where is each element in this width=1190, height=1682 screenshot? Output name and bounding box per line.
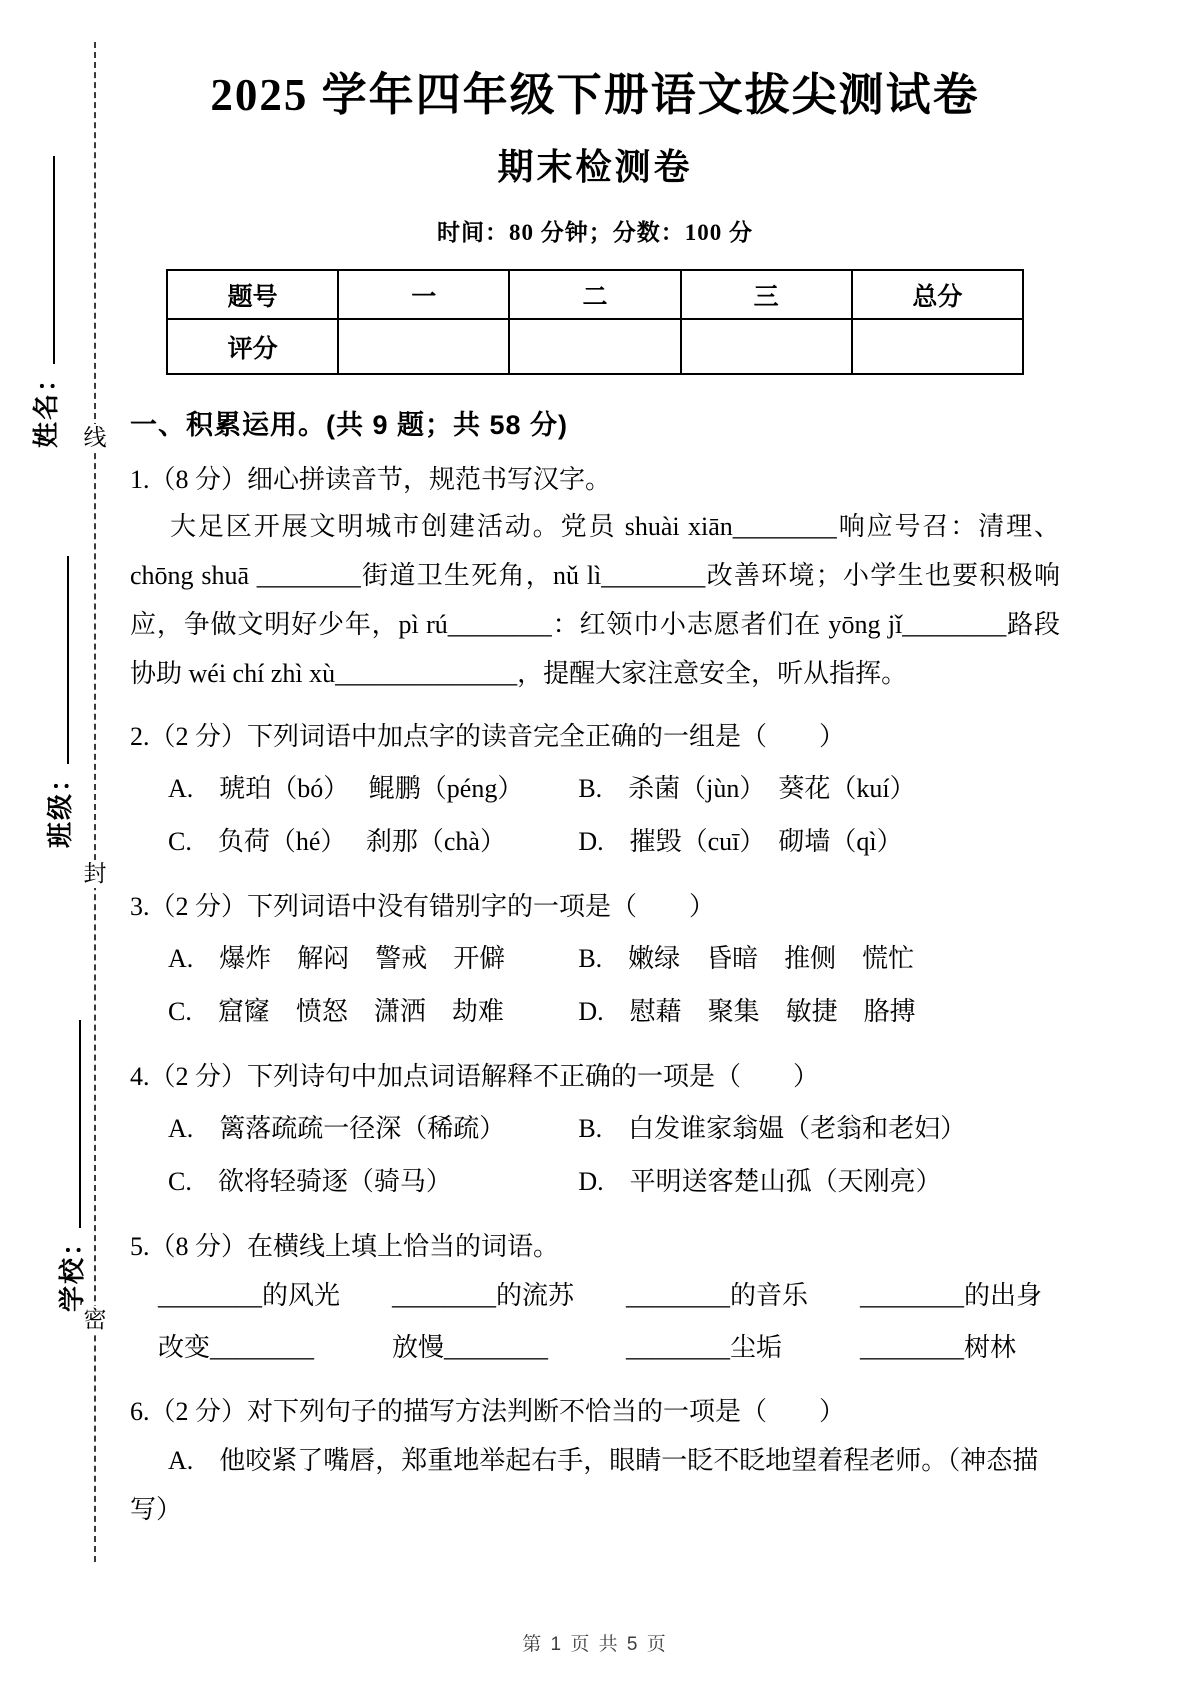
question-4-option-d: D. 平明送客楚山孤（天刚亮） [578, 1167, 942, 1197]
question-1-body: 大足区开展文明城市创建活动。党员 shuài xiān________响应号召：清理、chōng shuā ________街道卫生死角，nǔ lì________改善环境；小学生也要积极响应，争做文明好少年，pì rú________：红领巾小志愿者们在 yōng jǐ________路段协助 wéi chí zhì xù______________，提醒大家注意安全，听从指挥。 [130, 512, 1060, 688]
page-number-footer: 第 1 页 共 5 页 [522, 1634, 668, 1655]
score-col-two: 二 [509, 270, 680, 319]
question-5-stem: 5.（8 分）在横线上填上恰当的词语。 [130, 1231, 560, 1261]
score-cell-total [852, 319, 1023, 374]
question-4-option-b: B. 白发谁家翁媪（老翁和老妇） [578, 1113, 967, 1143]
question-5-line-2: 改变________ 放慢________ ________尘垢 ________树林 [158, 1332, 1017, 1362]
seal-char-mi: 密 [81, 1306, 109, 1334]
score-cell-two [509, 319, 680, 374]
class-label: 班级： [46, 763, 75, 848]
question-2-option-b: B. 杀菌（jùn） 葵花（kuí） [578, 774, 916, 804]
question-4-option-c: C. 欲将轻骑逐（骑马） [168, 1167, 452, 1197]
score-table [166, 269, 1024, 375]
score-table-value-row [167, 319, 1023, 374]
question-3-option-d: D. 慰藉 聚集 敏捷 胳搏 [578, 997, 916, 1027]
question-2-option-d: D. 摧毁（cuī） 砌墙（qì） [578, 827, 903, 857]
question-3-options [130, 932, 1060, 1039]
name-field [26, 156, 63, 448]
question-4-stem: 4.（2 分）下列诗句中加点词语解释不正确的一项是（ ） [130, 1061, 820, 1091]
question-3-option-a: A. 爆炸 解闷 警戒 开僻 [168, 944, 506, 974]
score-col-label: 题号 [167, 270, 338, 319]
question-3-stem: 3.（2 分）下列词语中没有错别字的一项是（ ） [130, 891, 716, 921]
question-2-options [130, 762, 1060, 869]
question-5-line-1: ________的风光 ________的流苏 ________的音乐 ________的出身 [158, 1280, 1043, 1310]
name-blank-line [29, 156, 55, 364]
score-row-label: 评分 [167, 319, 338, 374]
score-table-header-row [167, 270, 1023, 319]
name-label: 姓名： [32, 363, 61, 448]
score-cell-one [338, 319, 509, 374]
question-6-option-a: A. 他咬紧了嘴唇，郑重地举起右手，眼睛一眨不眨地望着程老师。（神态描写） [130, 1446, 1039, 1525]
question-4-options [130, 1102, 1060, 1209]
question-1-stem: 1.（8 分）细心拼读音节，规范书写汉字。 [130, 465, 612, 494]
question-2-option-a: A. 琥珀（bó） 鲲鹏（péng） [168, 774, 524, 804]
seal-char-feng: 封 [81, 860, 109, 888]
question-2-option-c: C. 负荷（hé） 刹那（chà） [168, 827, 506, 857]
score-col-three: 三 [681, 270, 852, 319]
school-label: 学校： [58, 1227, 87, 1312]
page-title: 2025 学年四年级下册语文拔尖测试卷 [210, 70, 980, 120]
question-6-stem: 6.（2 分）对下列句子的描写方法判断不恰当的一项是（ ） [130, 1396, 846, 1426]
time-score-info: 时间：80 分钟；分数：100 分 [437, 220, 753, 245]
class-field [40, 548, 77, 848]
section-1-heading: 一、积累运用。(共 9 题；共 58 分) [130, 410, 569, 440]
score-col-total: 总分 [852, 270, 1023, 319]
main-content [130, 58, 1060, 1535]
class-blank-line [43, 556, 69, 764]
question-3-option-c: C. 窟窿 愤怒 潇洒 劫难 [168, 997, 504, 1027]
school-field [52, 1007, 89, 1312]
score-col-one: 一 [338, 270, 509, 319]
seal-char-line: 线 [81, 424, 109, 452]
question-2-stem: 2.（2 分）下列词语中加点字的读音完全正确的一组是（ ） [130, 721, 846, 751]
score-cell-three [681, 319, 852, 374]
page-subtitle: 期末检测卷 [497, 147, 693, 187]
question-4-option-a: A. 篱落疏疏一径深（稀疏） [168, 1113, 506, 1143]
seal-dashed-line [94, 42, 96, 1562]
school-blank-line [55, 1020, 81, 1228]
question-3-option-b: B. 嫩绿 昏暗 推侧 慌忙 [578, 944, 915, 974]
